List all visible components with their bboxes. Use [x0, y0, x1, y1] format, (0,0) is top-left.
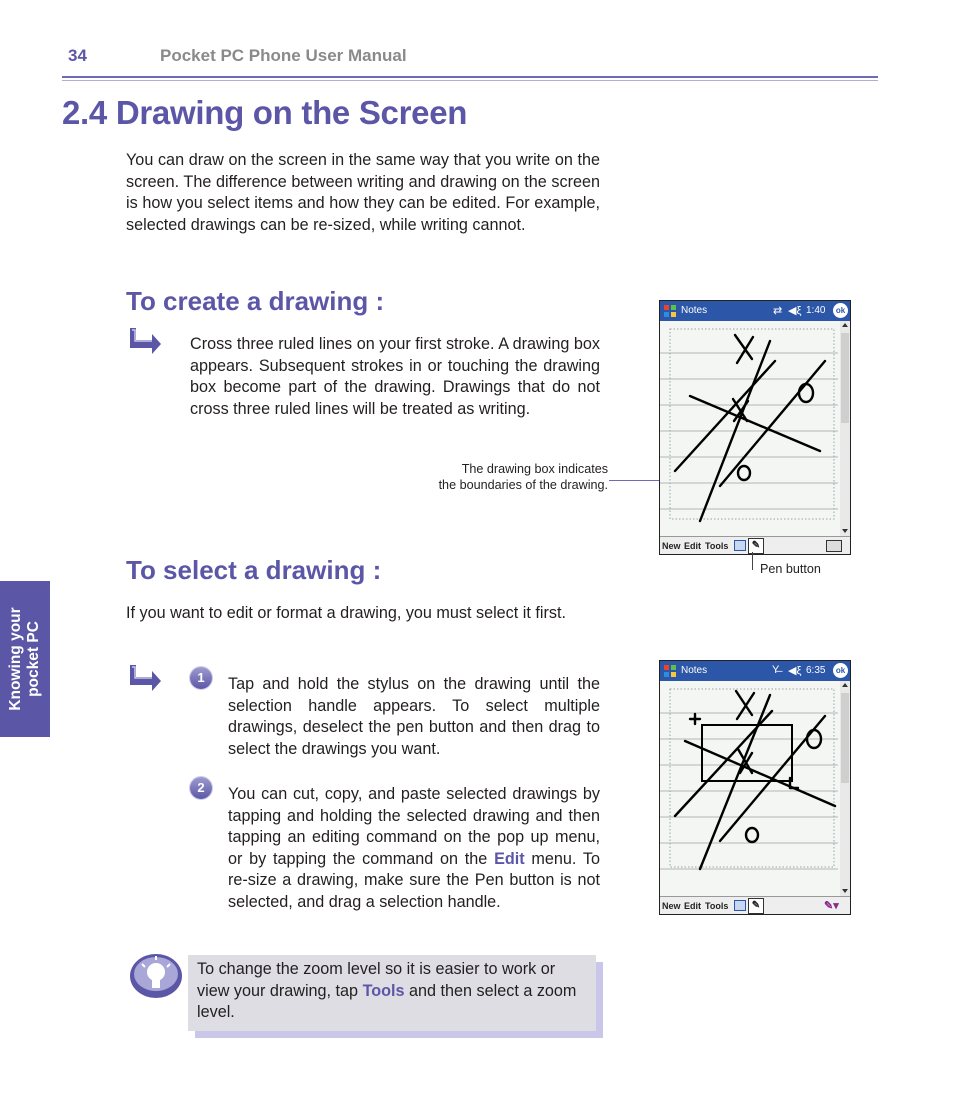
tools-keyword: Tools [362, 981, 405, 1000]
recording-icon[interactable] [734, 900, 746, 911]
keyboard-icon[interactable] [826, 540, 842, 552]
manual-title: Pocket PC Phone User Manual [160, 46, 407, 65]
pda-screenshot-create [659, 300, 851, 555]
ok-button[interactable]: ok [833, 303, 848, 318]
drawing-canvas[interactable] [660, 681, 850, 896]
clock[interactable]: 1:40 [806, 305, 826, 316]
page-number: 34 [68, 46, 87, 65]
drawing-box-caption [380, 461, 608, 493]
menu-edit[interactable]: Edit [684, 901, 701, 911]
input-selector-icon[interactable]: ✎▾ [824, 900, 839, 912]
title-bar [660, 661, 850, 681]
step-2-text [228, 784, 600, 914]
pda-screenshot-select [659, 660, 851, 915]
header-rule [62, 76, 878, 78]
volume-icon[interactable]: ◀ξ [788, 665, 802, 677]
clock[interactable]: 6:35 [806, 665, 826, 676]
drawing-canvas[interactable] [660, 321, 850, 536]
lightbulb-icon [128, 950, 184, 1002]
arrow-icon [128, 326, 162, 356]
app-name: Notes [681, 305, 708, 316]
header-rule-thin [62, 80, 878, 81]
volume-icon[interactable]: ◀ξ [788, 305, 802, 317]
arrow-icon [128, 663, 162, 693]
menu-bar [660, 896, 850, 915]
create-instructions: Cross three ruled lines on your first stroke. A drawing box appears. Subsequent strokes in or touching the drawing box become part of the drawing. Drawings that do not cross three ruled lines will be treated as writing. [190, 335, 600, 418]
menu-new[interactable]: New [662, 901, 681, 911]
signal-icon[interactable]: Y̶ [772, 664, 780, 676]
step-number-1: 1 [190, 667, 212, 689]
tip-text [197, 959, 587, 1024]
pen-button-caption: Pen button [760, 562, 821, 576]
title-bar [660, 301, 850, 321]
pen-leader-line [752, 552, 753, 570]
pen-icon[interactable]: ✎ [748, 538, 764, 554]
select-intro: If you want to edit or format a drawing, you must select it first. [126, 604, 566, 622]
side-chapter-tab [0, 581, 50, 737]
app-name: Notes [681, 665, 708, 676]
section-title: 2.4 Drawing on the Screen [62, 94, 468, 131]
step-2-text-a: You can cut, copy, and paste selected drawings by tapping and holding the selected drawing and then tapping an editing command on the pop up menu, or by tapping the command on the [228, 785, 600, 868]
step-number-2: 2 [190, 777, 212, 799]
pen-icon[interactable]: ✎ [748, 898, 764, 914]
connectivity-icon[interactable]: ⇄ [773, 305, 783, 317]
side-tab-label [7, 607, 43, 710]
create-heading: To create a drawing : [126, 286, 385, 316]
caption-line: The drawing box indicates [461, 462, 608, 476]
ok-button[interactable]: ok [833, 663, 848, 678]
side-tab-line: pocket PC [25, 621, 42, 697]
select-heading: To select a drawing : [126, 555, 382, 585]
menu-tools[interactable]: Tools [705, 541, 729, 551]
windows-flag-icon[interactable] [663, 664, 677, 678]
menu-bar [660, 536, 850, 555]
intro-paragraph: You can draw on the screen in the same way that you write on the screen. The difference between writing and drawing on the screen is how you select items and how they can be edited. For example, selected drawings can be re-sized, while writing cannot. [126, 151, 600, 234]
menu-tools[interactable]: Tools [705, 901, 729, 911]
caption-line: the boundaries of the drawing. [438, 478, 608, 492]
step-1-text: Tap and hold the stylus on the drawing until the selection handle appears. To select multiple drawings, deselect the pen button and then drag to select the drawings you want. [228, 675, 600, 758]
menu-edit[interactable]: Edit [684, 541, 701, 551]
menu-new[interactable]: New [662, 541, 681, 551]
tip-text-b: and then select a zoom level. [197, 981, 577, 1022]
side-tab-line: Knowing your [7, 607, 24, 711]
tip-text-a: To change the zoom level so it is easier to work or view your drawing, tap [197, 960, 556, 1000]
edit-keyword: Edit [494, 849, 525, 868]
windows-flag-icon[interactable] [663, 304, 677, 318]
step-2-text-b: menu. To re-size a drawing, make sure the Pen button is not selected, and drag a selection handle. [228, 849, 600, 911]
recording-icon[interactable] [734, 540, 746, 551]
